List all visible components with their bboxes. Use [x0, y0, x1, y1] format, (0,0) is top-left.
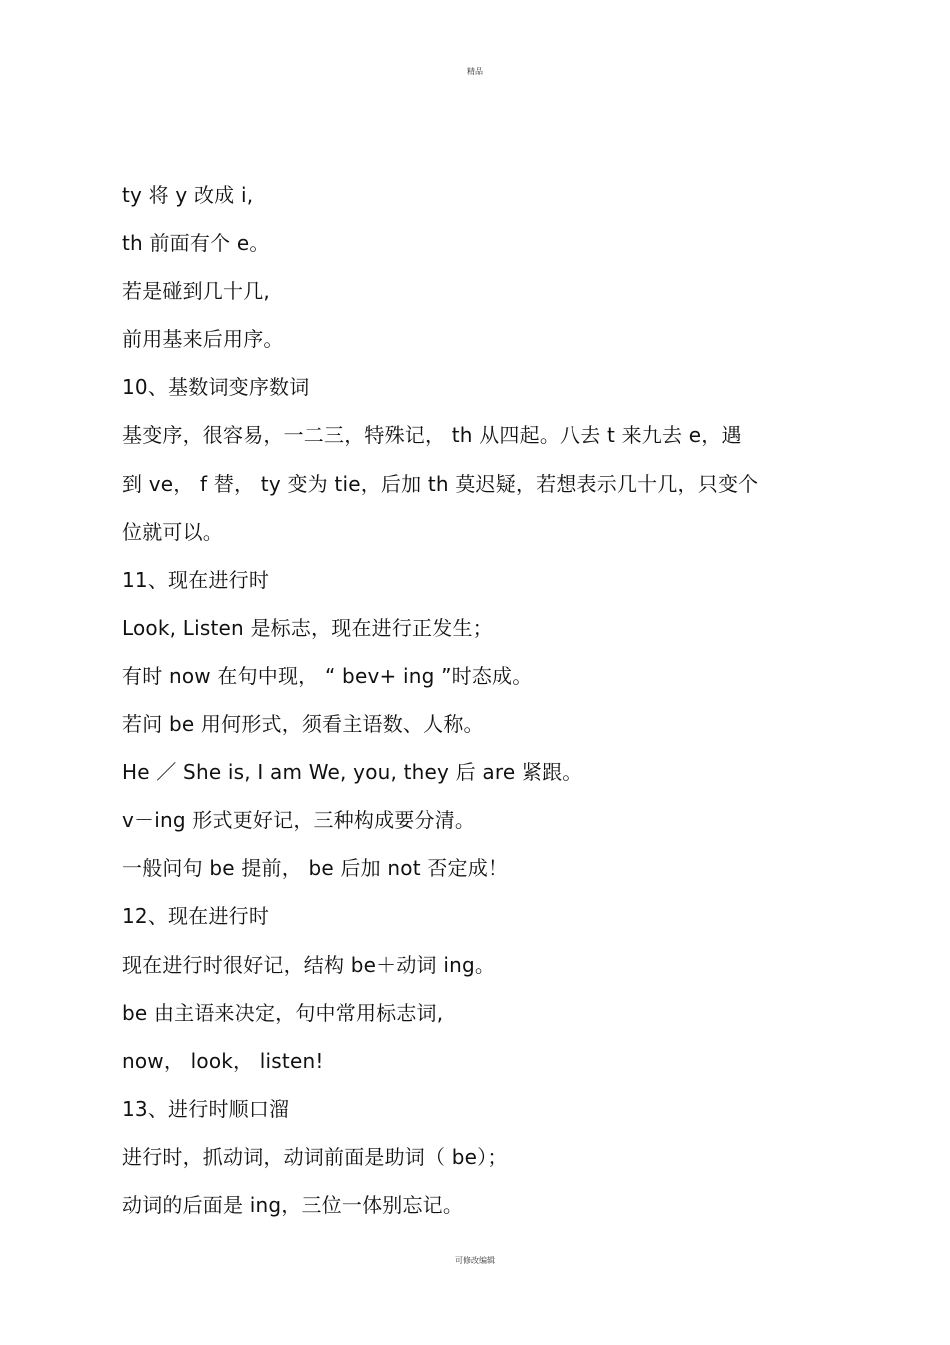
text-line: 若是碰到几十几,	[122, 279, 270, 304]
section-heading: 11、现在进行时	[122, 567, 270, 592]
document-body	[122, 176, 842, 1234]
text-line: 位就可以。	[122, 519, 223, 544]
text-line: 进行时，抓动词，动词前面是助词（ be）；	[122, 1144, 508, 1169]
text-line: ty 将 y 改成 i,	[122, 183, 254, 207]
text-line: 若问 be 用何形式，须看主语数、人称。	[122, 712, 484, 737]
text-line: He ／ She is, I am We, you, they 后 are 紧跟。	[122, 760, 583, 785]
text-line: 一般问句 be 提前， be 后加 not 否定成！	[122, 856, 509, 881]
section-heading: 13、进行时顺口溜	[122, 1096, 290, 1121]
text-line: 现在进行时很好记，结构 be＋动词 ing。	[122, 952, 496, 977]
text-line: 到 ve， f 替， ty 变为 tie，后加 th 莫迟疑，若想表示几十几，只变个	[122, 471, 759, 496]
footer-watermark: 可修改编辑	[455, 1256, 495, 1265]
text-line: 基变序，很容易，一二三，特殊记， th 从四起。八去 t 来九去 e，遇	[122, 423, 742, 448]
text-line: 动词的后面是 ing，三位一体别忘记。	[122, 1192, 464, 1217]
text-line: th 前面有个 e。	[122, 231, 270, 256]
text-line: 前用基来后用序。	[122, 327, 284, 352]
text-line: 有时 now 在句中现， “ bev+ ing ”时态成。	[122, 663, 533, 688]
header-watermark: 精品	[467, 67, 483, 76]
text-line: be 由主语来决定，句中常用标志词,	[122, 1000, 444, 1025]
section-heading: 12、现在进行时	[122, 904, 270, 929]
text-line: Look, Listen 是标志，现在进行正发生；	[122, 615, 493, 640]
section-heading: 10、基数词变序数词	[122, 375, 310, 400]
text-line: v－ing 形式更好记，三种构成要分清。	[122, 808, 476, 833]
text-line: now， look， listen!	[122, 1048, 324, 1073]
